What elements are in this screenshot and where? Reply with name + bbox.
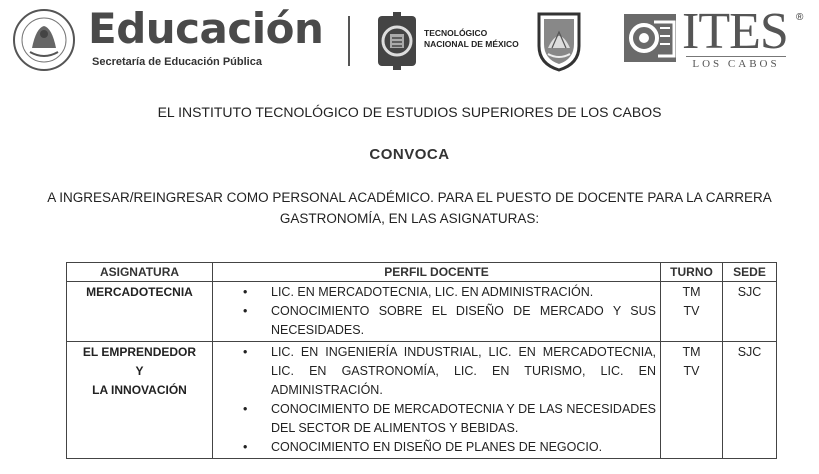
- turno-value: TM: [682, 285, 701, 299]
- intro-line-2: GASTRONOMÍA, EN LAS ASIGNATURAS:: [279, 211, 540, 226]
- institution-line: EL INSTITUTO TECNOLÓGICO DE ESTUDIOS SUPERIORES DE LOS CABOS: [157, 104, 662, 120]
- educacion-title: Educación: [88, 4, 324, 53]
- header-asignatura: ASIGNATURA: [67, 263, 213, 282]
- perfil-cell: [213, 282, 661, 342]
- turno-value: TV: [683, 364, 700, 378]
- registered-mark: ®: [796, 12, 804, 23]
- tecnm-line1: TECNOLÓGICO: [424, 28, 488, 38]
- bullet-icon: •: [243, 285, 248, 299]
- tecnm-line2: NACIONAL DE MÉXICO: [424, 39, 519, 49]
- asignatura-line: Y: [135, 364, 144, 378]
- header-sede: SEDE: [723, 263, 777, 282]
- perfil-item: • LIC. EN INGENIERÍA INDUSTRIAL, LIC. EN MERCADOTECNIA, LIC. EN GASTRONOMÍA, LIC. EN TURISMO, LIC. EN ADMINISTRACIÓN.: [243, 345, 656, 397]
- bullet-icon: •: [243, 304, 248, 318]
- convoca-heading: CONVOCA: [369, 146, 450, 163]
- sede-value: SJC: [737, 345, 762, 359]
- asignatura-cell: [67, 342, 213, 459]
- bullet-icon: •: [243, 345, 248, 359]
- header-divider: [348, 16, 350, 66]
- header-turno: TURNO: [661, 263, 723, 282]
- asignatura-line: MERCADOTECNIA: [86, 285, 193, 299]
- ites-title: ITES: [682, 3, 788, 60]
- perfil-item: • CONOCIMIENTO SOBRE EL DISEÑO DE MERCADO Y SUS NECESIDADES.: [243, 304, 656, 337]
- perfil-item: • CONOCIMIENTO EN DISEÑO DE PLANES DE NEGOCIO.: [217, 438, 656, 457]
- bullet-icon: •: [243, 440, 248, 454]
- turno-value: TM: [682, 345, 701, 359]
- ites-subtitle: LOS CABOS: [686, 56, 786, 70]
- asignatura-line: EL EMPRENDEDOR: [82, 345, 197, 359]
- sede-value: SJC: [737, 285, 762, 299]
- sede-cell: [723, 342, 777, 459]
- table-header-row: [67, 263, 777, 282]
- header-perfil-docente: PERFIL DOCENTE: [213, 263, 661, 282]
- mexico-coat-of-arms-seal: [12, 8, 76, 72]
- subjects-table: [66, 262, 777, 459]
- sep-subtitle: Secretaría de Educación Pública: [92, 56, 262, 68]
- turno-value: TV: [683, 304, 700, 318]
- perfil-item: • LIC. EN MERCADOTECNIA, LIC. EN ADMINISTRACIÓN.: [217, 283, 656, 302]
- perfil-cell: [213, 342, 661, 459]
- asignatura-line: LA INNOVACIÓN: [92, 383, 187, 397]
- intro-line-1: A INGRESAR/REINGRESAR COMO PERSONAL ACADÉMICO. PARA EL PUESTO DE DOCENTE PARA LA CARRERA: [47, 190, 772, 205]
- turno-cell: [661, 342, 723, 459]
- sede-cell: [723, 282, 777, 342]
- ites-gear-logo: [622, 12, 678, 64]
- asignatura-cell: [67, 282, 213, 342]
- bullet-icon: •: [243, 402, 248, 416]
- tecnm-gear-logo: [374, 10, 420, 72]
- tecnm-name: [424, 28, 519, 50]
- table-row: [67, 342, 777, 459]
- letterhead: [0, 0, 819, 80]
- perfil-item: • CONOCIMIENTO DE MERCADOTECNIA Y DE LAS NECESIDADES DEL SECTOR DE ALIMENTOS Y BEBIDAS.: [243, 402, 656, 435]
- state-shield-crest: [536, 10, 582, 72]
- table-row: [67, 282, 777, 342]
- turno-cell: [661, 282, 723, 342]
